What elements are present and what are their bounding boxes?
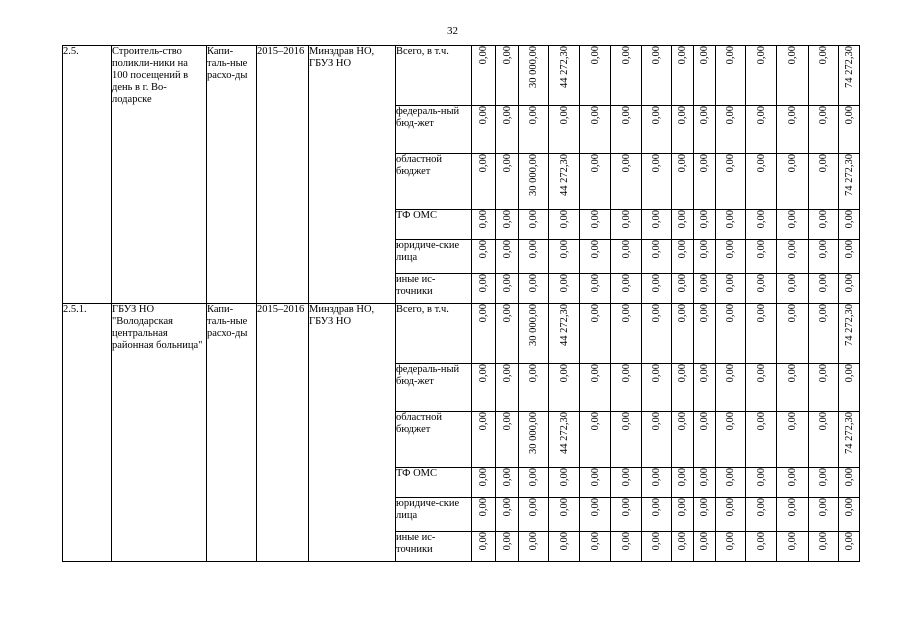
expense-type: Капи-​таль-​ные расхо-​ды bbox=[207, 304, 257, 562]
amount-cell: 0,00 bbox=[672, 106, 694, 154]
amount-cell: 74 272,30 bbox=[839, 154, 860, 210]
amount-cell: 0,00 bbox=[549, 274, 580, 304]
amount-cell: 0,00 bbox=[839, 498, 860, 532]
amount-cell: 0,00 bbox=[694, 106, 716, 154]
executor: Минздрав НО, ГБУЗ НО bbox=[309, 46, 396, 304]
table-row bbox=[63, 46, 860, 106]
amount-cell: 0,00 bbox=[549, 498, 580, 532]
budget-table bbox=[62, 45, 860, 562]
amount-cell: 0,00 bbox=[839, 274, 860, 304]
amount-cell: 0,00 bbox=[642, 106, 672, 154]
amount-cell: 0,00 bbox=[472, 210, 496, 240]
amount-cell: 0,00 bbox=[611, 532, 642, 562]
amount-cell: 0,00 bbox=[519, 274, 549, 304]
amount-cell: 0,00 bbox=[746, 240, 777, 274]
funding-source: ТФ ОМС bbox=[396, 210, 472, 240]
amount-cell: 0,00 bbox=[642, 274, 672, 304]
page-number: 32 bbox=[447, 25, 458, 37]
amount-cell: 0,00 bbox=[642, 46, 672, 106]
amount-cell: 0,00 bbox=[809, 210, 839, 240]
amount-cell: 74 272,30 bbox=[839, 46, 860, 106]
amount-cell: 0,00 bbox=[809, 46, 839, 106]
amount-cell: 0,00 bbox=[642, 154, 672, 210]
amount-cell: 0,00 bbox=[642, 532, 672, 562]
amount-cell: 0,00 bbox=[672, 532, 694, 562]
amount-cell: 0,00 bbox=[716, 46, 746, 106]
amount-cell: 0,00 bbox=[549, 468, 580, 498]
amount-cell: 0,00 bbox=[694, 240, 716, 274]
funding-source: Всего, в т.ч. bbox=[396, 46, 472, 106]
amount-cell: 0,00 bbox=[809, 304, 839, 364]
amount-cell: 0,00 bbox=[746, 412, 777, 468]
amount-cell: 0,00 bbox=[716, 364, 746, 412]
amount-cell: 0,00 bbox=[716, 498, 746, 532]
amount-cell: 0,00 bbox=[694, 304, 716, 364]
budget-table-body bbox=[63, 46, 860, 562]
amount-cell: 0,00 bbox=[839, 468, 860, 498]
amount-cell: 0,00 bbox=[472, 240, 496, 274]
amount-cell: 0,00 bbox=[472, 274, 496, 304]
amount-cell: 0,00 bbox=[746, 210, 777, 240]
amount-cell: 0,00 bbox=[549, 364, 580, 412]
amount-cell: 0,00 bbox=[580, 468, 611, 498]
period: 2015–​2016 bbox=[257, 304, 309, 562]
amount-cell: 0,00 bbox=[580, 498, 611, 532]
amount-cell: 0,00 bbox=[580, 364, 611, 412]
amount-cell: 0,00 bbox=[777, 304, 809, 364]
amount-cell: 0,00 bbox=[496, 498, 519, 532]
amount-cell: 0,00 bbox=[809, 468, 839, 498]
amount-cell: 0,00 bbox=[694, 154, 716, 210]
funding-source: иные ис-​точники bbox=[396, 532, 472, 562]
amount-cell: 30 000,00 bbox=[519, 154, 549, 210]
amount-cell: 0,00 bbox=[496, 532, 519, 562]
amount-cell: 0,00 bbox=[777, 154, 809, 210]
amount-cell: 0,00 bbox=[496, 240, 519, 274]
amount-cell: 0,00 bbox=[809, 364, 839, 412]
amount-cell: 0,00 bbox=[839, 106, 860, 154]
amount-cell: 30 000,00 bbox=[519, 46, 549, 106]
amount-cell: 0,00 bbox=[549, 532, 580, 562]
amount-cell: 0,00 bbox=[839, 532, 860, 562]
row-name: ГБУЗ НО "Володарская центральная районная больница" bbox=[112, 304, 207, 562]
amount-cell: 0,00 bbox=[642, 412, 672, 468]
amount-cell: 0,00 bbox=[611, 154, 642, 210]
amount-cell: 0,00 bbox=[549, 106, 580, 154]
amount-cell: 0,00 bbox=[694, 532, 716, 562]
amount-cell: 0,00 bbox=[694, 498, 716, 532]
amount-cell: 0,00 bbox=[642, 210, 672, 240]
amount-cell: 0,00 bbox=[694, 364, 716, 412]
amount-cell: 0,00 bbox=[694, 412, 716, 468]
amount-cell: 0,00 bbox=[672, 240, 694, 274]
amount-cell: 0,00 bbox=[672, 412, 694, 468]
amount-cell: 0,00 bbox=[472, 412, 496, 468]
funding-source: юридиче-​ские лица bbox=[396, 240, 472, 274]
amount-cell: 0,00 bbox=[580, 46, 611, 106]
amount-cell: 0,00 bbox=[519, 532, 549, 562]
amount-cell: 44 272,30 bbox=[549, 154, 580, 210]
amount-cell: 30 000,00 bbox=[519, 304, 549, 364]
amount-cell: 74 272,30 bbox=[839, 412, 860, 468]
amount-cell: 0,00 bbox=[580, 274, 611, 304]
amount-cell: 0,00 bbox=[611, 498, 642, 532]
period: 2015–​2016 bbox=[257, 46, 309, 304]
amount-cell: 0,00 bbox=[694, 210, 716, 240]
amount-cell: 0,00 bbox=[496, 412, 519, 468]
amount-cell: 0,00 bbox=[716, 240, 746, 274]
amount-cell: 30 000,00 bbox=[519, 412, 549, 468]
amount-cell: 0,00 bbox=[777, 364, 809, 412]
amount-cell: 0,00 bbox=[716, 274, 746, 304]
row-name: Строитель-​ство поликли-​ники на 100 посещений в день в г. Во-​лодарске bbox=[112, 46, 207, 304]
amount-cell: 0,00 bbox=[746, 364, 777, 412]
amount-cell: 0,00 bbox=[672, 154, 694, 210]
amount-cell: 0,00 bbox=[777, 106, 809, 154]
amount-cell: 0,00 bbox=[496, 46, 519, 106]
amount-cell: 0,00 bbox=[777, 468, 809, 498]
amount-cell: 0,00 bbox=[716, 154, 746, 210]
amount-cell: 0,00 bbox=[777, 210, 809, 240]
amount-cell: 0,00 bbox=[611, 240, 642, 274]
funding-source: юридиче-​ские лица bbox=[396, 498, 472, 532]
amount-cell: 0,00 bbox=[496, 274, 519, 304]
amount-cell: 0,00 bbox=[672, 210, 694, 240]
funding-source: федераль-​ный бюд-​жет bbox=[396, 106, 472, 154]
amount-cell: 0,00 bbox=[519, 498, 549, 532]
amount-cell: 0,00 bbox=[746, 532, 777, 562]
amount-cell: 0,00 bbox=[809, 274, 839, 304]
amount-cell: 44 272,30 bbox=[549, 46, 580, 106]
amount-cell: 0,00 bbox=[777, 532, 809, 562]
funding-source: областной бюджет bbox=[396, 154, 472, 210]
amount-cell: 74 272,30 bbox=[839, 304, 860, 364]
amount-cell: 0,00 bbox=[777, 274, 809, 304]
amount-cell: 0,00 bbox=[472, 304, 496, 364]
amount-cell: 0,00 bbox=[809, 532, 839, 562]
amount-cell: 0,00 bbox=[496, 210, 519, 240]
expense-type: Капи-​таль-​ные расхо-​ды bbox=[207, 46, 257, 304]
amount-cell: 0,00 bbox=[809, 154, 839, 210]
amount-cell: 0,00 bbox=[839, 240, 860, 274]
amount-cell: 0,00 bbox=[519, 240, 549, 274]
amount-cell: 0,00 bbox=[519, 468, 549, 498]
amount-cell: 0,00 bbox=[746, 46, 777, 106]
amount-cell: 0,00 bbox=[580, 240, 611, 274]
funding-source: федераль-​ный бюд-​жет bbox=[396, 364, 472, 412]
amount-cell: 44 272,30 bbox=[549, 412, 580, 468]
amount-cell: 0,00 bbox=[642, 364, 672, 412]
amount-cell: 0,00 bbox=[611, 364, 642, 412]
amount-cell: 0,00 bbox=[716, 304, 746, 364]
amount-cell: 0,00 bbox=[496, 106, 519, 154]
amount-cell: 0,00 bbox=[746, 274, 777, 304]
amount-cell: 0,00 bbox=[716, 412, 746, 468]
amount-cell: 0,00 bbox=[672, 498, 694, 532]
amount-cell: 0,00 bbox=[777, 46, 809, 106]
amount-cell: 0,00 bbox=[746, 106, 777, 154]
amount-cell: 0,00 bbox=[809, 240, 839, 274]
amount-cell: 0,00 bbox=[746, 154, 777, 210]
amount-cell: 0,00 bbox=[809, 106, 839, 154]
amount-cell: 0,00 bbox=[611, 46, 642, 106]
amount-cell: 0,00 bbox=[611, 274, 642, 304]
table-row bbox=[63, 304, 860, 364]
amount-cell: 0,00 bbox=[496, 468, 519, 498]
amount-cell: 0,00 bbox=[839, 210, 860, 240]
amount-cell: 0,00 bbox=[672, 274, 694, 304]
amount-cell: 0,00 bbox=[472, 364, 496, 412]
amount-cell: 0,00 bbox=[580, 106, 611, 154]
amount-cell: 0,00 bbox=[672, 46, 694, 106]
amount-cell: 0,00 bbox=[642, 468, 672, 498]
amount-cell: 0,00 bbox=[642, 498, 672, 532]
amount-cell: 0,00 bbox=[611, 468, 642, 498]
amount-cell: 0,00 bbox=[519, 210, 549, 240]
amount-cell: 0,00 bbox=[777, 412, 809, 468]
funding-source: областной бюджет bbox=[396, 412, 472, 468]
amount-cell: 0,00 bbox=[672, 468, 694, 498]
amount-cell: 0,00 bbox=[611, 412, 642, 468]
amount-cell: 0,00 bbox=[777, 498, 809, 532]
row-number: 2.5.1. bbox=[63, 304, 112, 562]
amount-cell: 0,00 bbox=[716, 468, 746, 498]
amount-cell: 0,00 bbox=[716, 106, 746, 154]
amount-cell: 0,00 bbox=[716, 210, 746, 240]
amount-cell: 0,00 bbox=[580, 412, 611, 468]
amount-cell: 0,00 bbox=[472, 46, 496, 106]
amount-cell: 0,00 bbox=[580, 304, 611, 364]
amount-cell: 0,00 bbox=[672, 304, 694, 364]
amount-cell: 0,00 bbox=[809, 498, 839, 532]
amount-cell: 0,00 bbox=[746, 498, 777, 532]
amount-cell: 0,00 bbox=[642, 240, 672, 274]
amount-cell: 0,00 bbox=[472, 106, 496, 154]
funding-source: ТФ ОМС bbox=[396, 468, 472, 498]
amount-cell: 0,00 bbox=[694, 46, 716, 106]
amount-cell: 0,00 bbox=[549, 210, 580, 240]
amount-cell: 0,00 bbox=[809, 412, 839, 468]
amount-cell: 0,00 bbox=[746, 304, 777, 364]
amount-cell: 0,00 bbox=[611, 106, 642, 154]
amount-cell: 0,00 bbox=[777, 240, 809, 274]
amount-cell: 0,00 bbox=[839, 364, 860, 412]
amount-cell: 0,00 bbox=[472, 532, 496, 562]
amount-cell: 0,00 bbox=[496, 154, 519, 210]
amount-cell: 0,00 bbox=[580, 154, 611, 210]
amount-cell: 0,00 bbox=[672, 364, 694, 412]
row-number: 2.5. bbox=[63, 46, 112, 304]
amount-cell: 0,00 bbox=[716, 532, 746, 562]
amount-cell: 0,00 bbox=[746, 468, 777, 498]
amount-cell: 0,00 bbox=[519, 364, 549, 412]
amount-cell: 44 272,30 bbox=[549, 304, 580, 364]
amount-cell: 0,00 bbox=[642, 304, 672, 364]
amount-cell: 0,00 bbox=[472, 498, 496, 532]
amount-cell: 0,00 bbox=[496, 304, 519, 364]
amount-cell: 0,00 bbox=[519, 106, 549, 154]
amount-cell: 0,00 bbox=[611, 304, 642, 364]
funding-source: иные ис-​точники bbox=[396, 274, 472, 304]
amount-cell: 0,00 bbox=[549, 240, 580, 274]
amount-cell: 0,00 bbox=[472, 468, 496, 498]
funding-source: Всего, в т.ч. bbox=[396, 304, 472, 364]
amount-cell: 0,00 bbox=[694, 274, 716, 304]
amount-cell: 0,00 bbox=[496, 364, 519, 412]
amount-cell: 0,00 bbox=[580, 210, 611, 240]
amount-cell: 0,00 bbox=[580, 532, 611, 562]
amount-cell: 0,00 bbox=[694, 468, 716, 498]
amount-cell: 0,00 bbox=[611, 210, 642, 240]
amount-cell: 0,00 bbox=[472, 154, 496, 210]
executor: Минздрав НО, ГБУЗ НО bbox=[309, 304, 396, 562]
